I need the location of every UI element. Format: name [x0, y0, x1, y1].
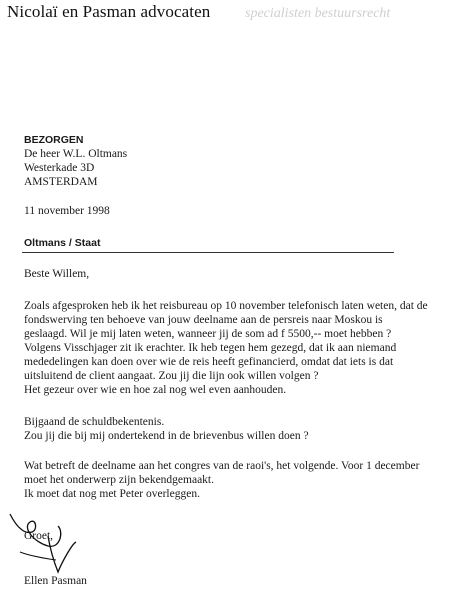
paragraph-line: Zou jij die bij mij ondertekend in de brievenbus willen doen ?	[24, 430, 309, 442]
paragraph-line: Wat betreft de deelname aan het congres van de raoi's, het volgende. Voor 1 december	[24, 460, 420, 472]
closing: Groet,	[24, 530, 54, 542]
recipient-name: De heer W.L. Oltmans	[24, 148, 128, 160]
paragraph-line: Het gezeur over wie en hoe zal nog wel even aanhouden.	[24, 384, 287, 396]
delivery-label: BEZORGEN	[24, 134, 84, 146]
paragraph-line: fondswerving ten behoeve van jouw deelname aan de persreis naar Moskou is	[24, 314, 383, 326]
paragraph-line: Volgens Visschjager zit ik erachter. Ik heb tegen hem gezegd, dat ik aan niemand	[24, 342, 397, 354]
subject-divider	[22, 252, 394, 253]
salutation: Beste Willem,	[24, 268, 90, 280]
paragraph-line: moet het onderwerp zijn bekendgemaakt.	[24, 474, 214, 486]
letter-subject: Oltmans / Staat	[24, 237, 101, 249]
paragraph-line: Ik moet dat nog met Peter overleggen.	[24, 488, 200, 500]
recipient-city: AMSTERDAM	[24, 176, 98, 188]
letter-date: 11 november 1998	[24, 205, 110, 217]
firm-tagline: specialisten bestuursrecht	[245, 6, 391, 21]
paragraph-line: Zoals afgesproken heb ik het reisbureau op 10 november telefonisch laten weten, dat de	[24, 300, 428, 312]
paragraph-line: geslaagd. Wil je mij laten weten, wanneer jij de som ad f 5500,-- moet hebben ?	[24, 328, 392, 340]
paragraph-line: uitsluitend de client aangaat. Zou jij die lijn ook willen volgen ?	[24, 370, 319, 382]
paragraph-line: mededelingen kan doen over wie de reis heeft gefinancierd, omdat dat iets is dat	[24, 356, 394, 368]
signatory-name: Ellen Pasman	[24, 575, 87, 587]
firm-name: Nicolaï en Pasman advocaten	[7, 2, 211, 21]
paragraph-line: Bijgaand de schuldbekentenis.	[24, 416, 165, 428]
recipient-street: Westerkade 3D	[24, 162, 95, 174]
